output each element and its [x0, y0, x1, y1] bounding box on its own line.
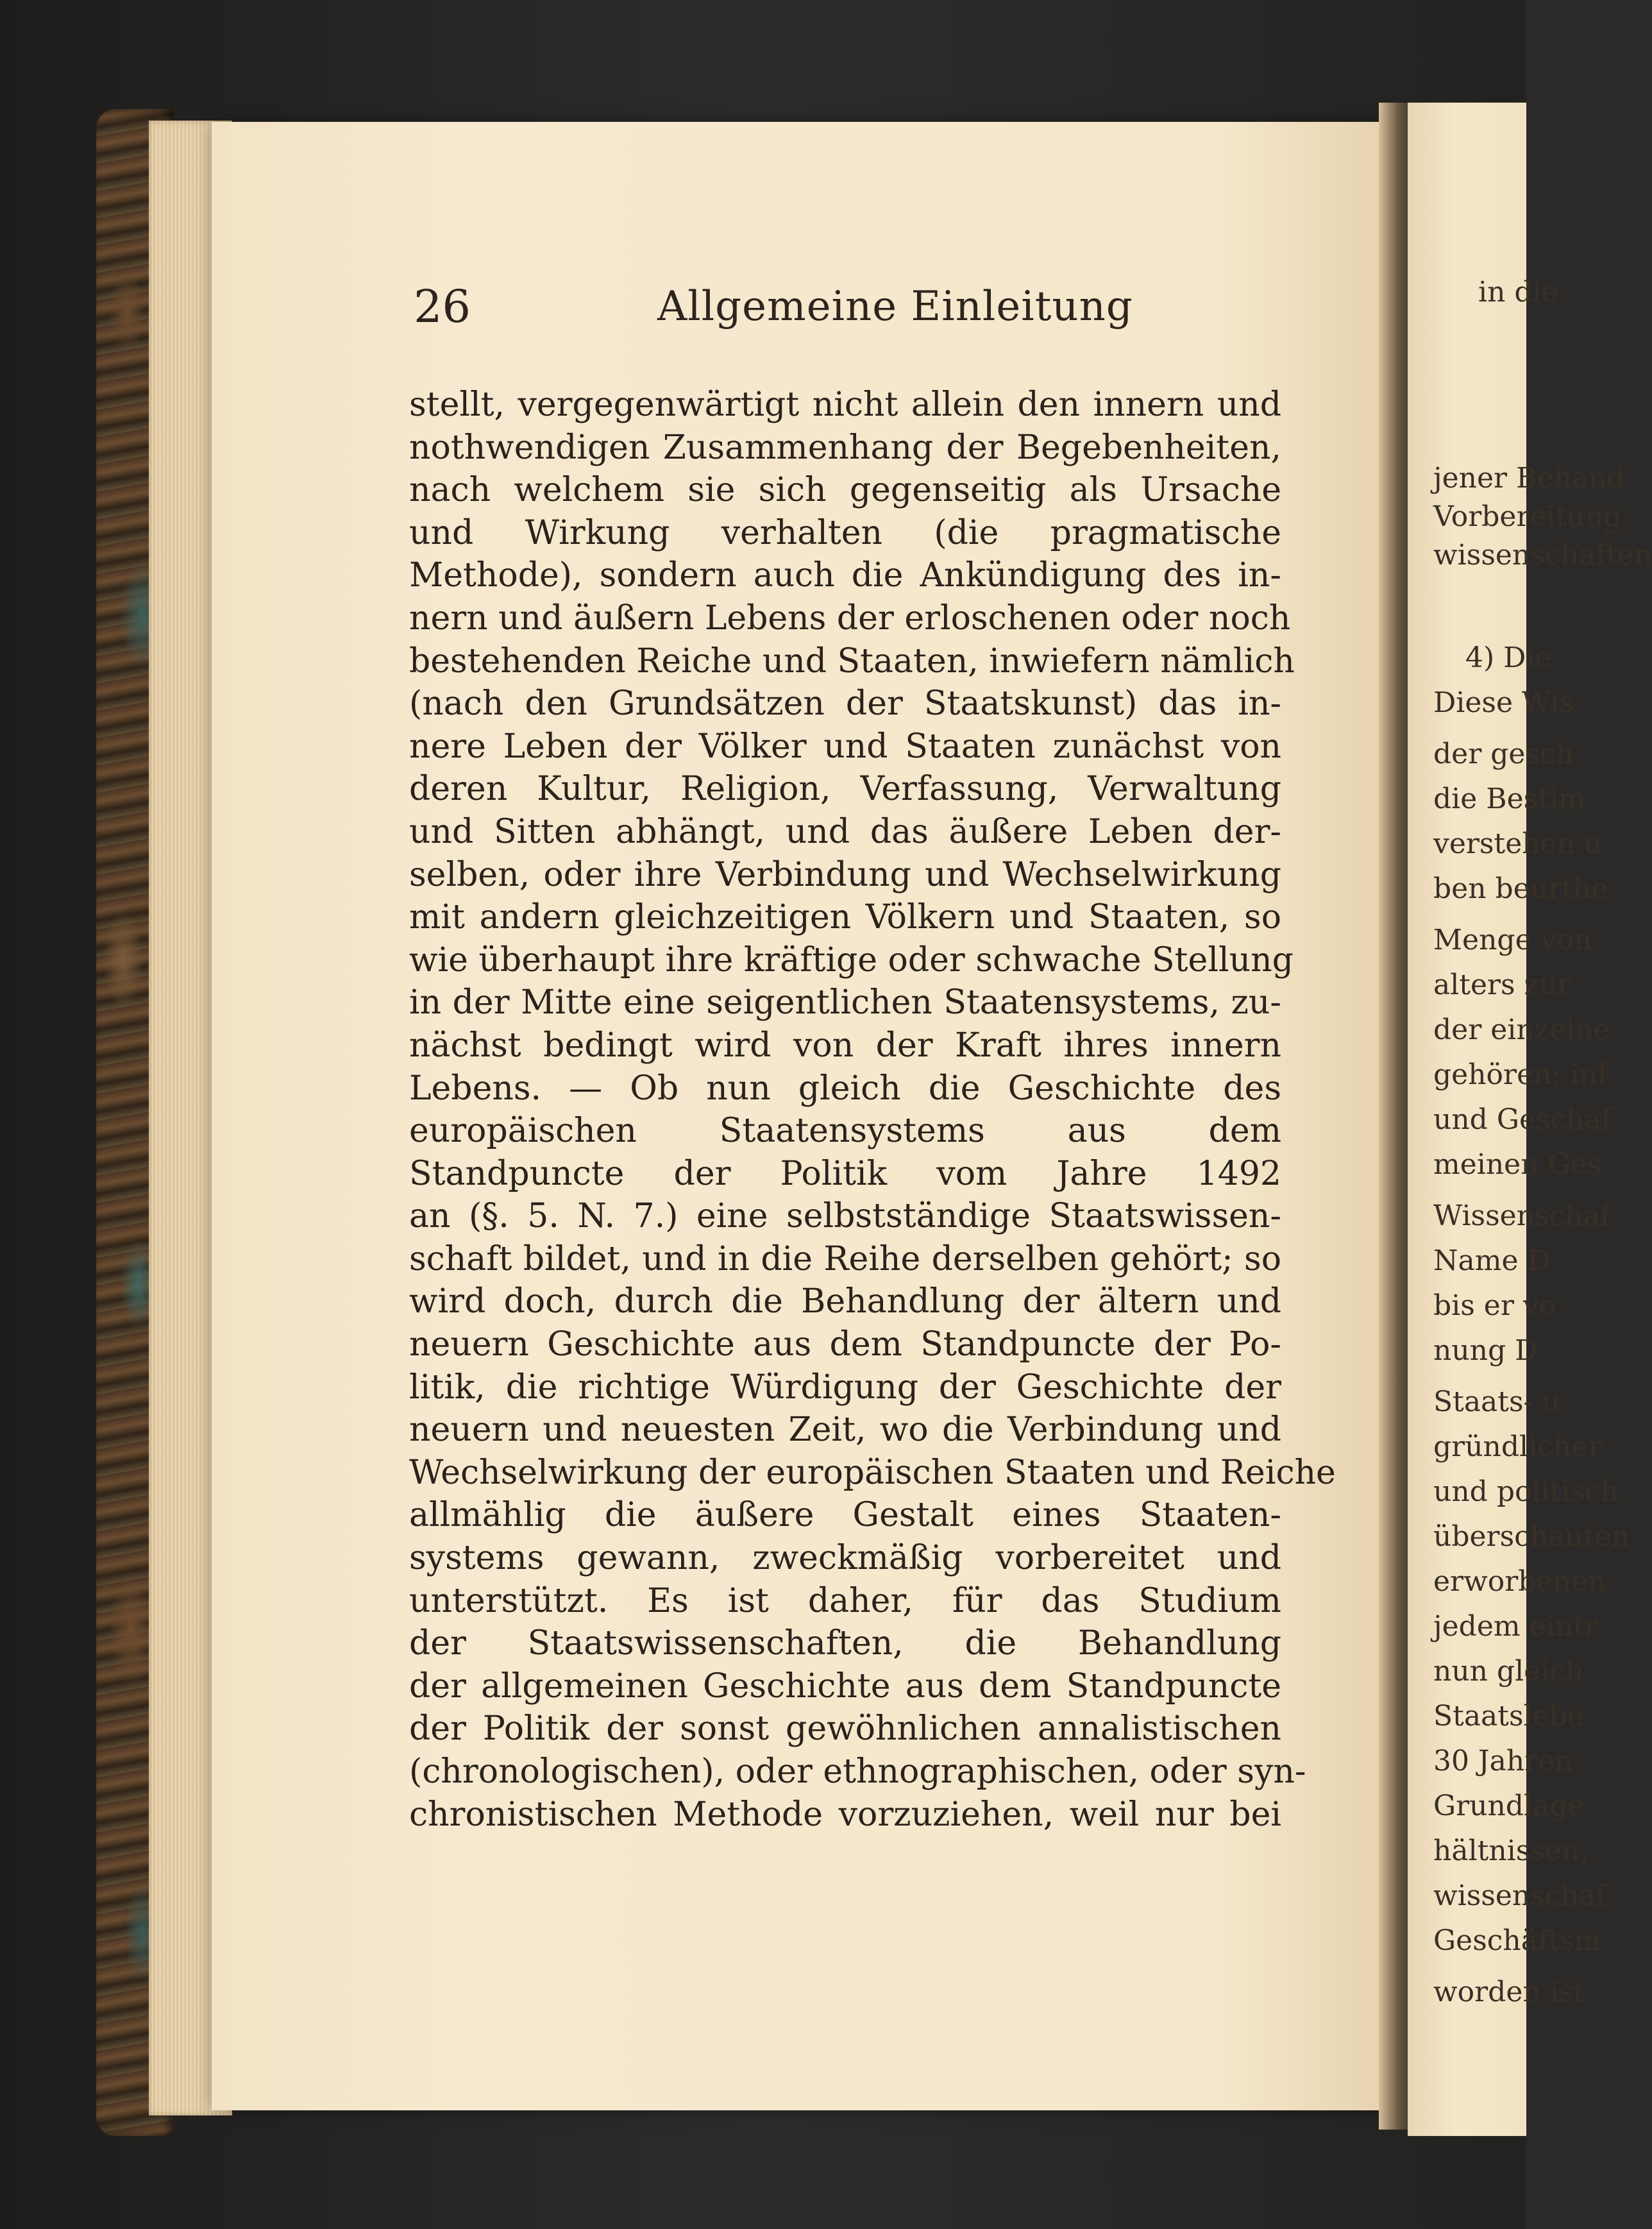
text-line: wie überhaupt ihre kräftige oder schwache Stellung: [409, 940, 1294, 979]
facing-page-fragment: der gesch: [1433, 738, 1574, 770]
text-line: nothwendigen Zusammenhang der Begebenheiten,: [409, 428, 1281, 467]
facing-page-fragment: Staats- u: [1433, 1386, 1560, 1418]
facing-page-fragment: jedem eintr: [1433, 1610, 1598, 1643]
text-line: nere Leben der Völker und Staaten zunächst von: [409, 727, 1281, 766]
facing-page-fragment: Wissenschaf: [1433, 1199, 1611, 1232]
text-line: der allgemeinen Geschichte aus dem Standpuncte: [409, 1666, 1281, 1706]
facing-page-fragment: und politisch: [1433, 1475, 1619, 1508]
text-line: nern und äußern Lebens der erloschenen oder noch: [409, 598, 1291, 638]
text-line: (nach den Grundsätzen der Staatskunst) das in-: [409, 684, 1281, 724]
facing-page-fragment: nung D: [1433, 1334, 1538, 1367]
text-line: Wechselwirkung der europäischen Staaten und Reiche: [409, 1453, 1336, 1492]
text-line: schaft bildet, und in die Reihe derselben gehört; so: [409, 1239, 1281, 1278]
facing-page-fragment: verstehen u: [1433, 827, 1603, 860]
facing-page-fragment: meinen Ges: [1433, 1148, 1602, 1181]
facing-page-fragment: nun gleich: [1433, 1655, 1584, 1688]
text-line: der Politik der sonst gewöhnlichen annalistischen: [409, 1709, 1281, 1749]
facing-page-fragment: gründlicher: [1433, 1430, 1602, 1463]
body-text: [409, 384, 1336, 1836]
facing-page-fragment: wissenschaften: [1433, 539, 1652, 572]
text-line: unterstützt. Es ist daher, für das Studium: [409, 1581, 1281, 1620]
facing-page-fragment: erworbenen: [1433, 1565, 1606, 1598]
text-line: systems gewann, zweckmäßig vorbereitet und: [409, 1539, 1281, 1578]
text-line: und Wirkung verhalten (die pragmatische: [409, 513, 1281, 552]
text-line: mit andern gleichzeitigen Völkern und Staaten, so: [409, 898, 1281, 937]
text-line: nächst bedingt wird von der Kraft ihres innern: [409, 1026, 1281, 1065]
facing-page-fragment: bis er vo: [1433, 1289, 1556, 1322]
facing-page-fragment: und Geschäf: [1433, 1103, 1612, 1136]
text-line: Lebens. — Ob nun gleich die Geschichte des: [409, 1069, 1281, 1108]
facing-page-fragment: ben beurthe: [1433, 872, 1608, 905]
facing-page-fragment: Name D: [1433, 1244, 1550, 1277]
text-line: Methode), sondern auch die Ankündigung des in-: [409, 556, 1281, 595]
facing-page-fragment: hältnissen,: [1433, 1835, 1589, 1867]
text-line: und Sitten abhängt, und das äußere Leben der-: [409, 812, 1281, 851]
text-line: chronistischen Methode vorzuziehen, weil nur bei: [409, 1795, 1281, 1834]
running-head: [414, 280, 1279, 338]
text-line: selben, oder ihre Verbindung und Wechselwirkung: [409, 855, 1281, 894]
running-title: Allgemeine Einleitung: [657, 283, 1133, 330]
page-number: 26: [414, 280, 471, 333]
facing-page-fragment: Geschäftsm: [1433, 1924, 1601, 1957]
facing-page-fragment: der einzelne: [1433, 1013, 1610, 1046]
facing-page-fragment: Grundlage: [1433, 1790, 1585, 1822]
facing-page-fragment: jener Behand: [1433, 462, 1625, 495]
facing-page-fragment: Staatslebe: [1433, 1700, 1584, 1733]
text-line: der Staatswissenschaften, die Behandlung: [409, 1624, 1281, 1663]
text-line: litik, die richtige Würdigung der Geschichte der: [409, 1368, 1281, 1407]
facing-page-fragment: 30 Jahren: [1433, 1745, 1573, 1777]
facing-page-fragment: überschauten: [1433, 1520, 1630, 1553]
text-line: in der Mitte eine seigentlichen Staatensystems, zu-: [409, 983, 1281, 1022]
text-line: deren Kultur, Religion, Verfassung, Verwaltung: [409, 770, 1281, 809]
facing-page-fragment: Diese Wis: [1433, 686, 1574, 719]
text-line: (chronologischen), oder ethnographischen, oder syn-: [409, 1752, 1306, 1791]
text-line: Standpuncte der Politik vom Jahre 1492: [409, 1154, 1281, 1193]
text-line: neuern Geschichte aus dem Standpuncte der Po-: [409, 1325, 1281, 1364]
text-line: allmählig die äußere Gestalt eines Staaten-: [409, 1496, 1281, 1535]
facing-page-fragment: Vorbereitung: [1433, 500, 1622, 533]
facing-page-fragment: 4) Die: [1465, 641, 1552, 674]
facing-page-fragment: wissenschaf: [1433, 1879, 1606, 1912]
text-line: europäischen Staatensystems aus dem: [409, 1112, 1281, 1151]
text-line: stellt, vergegenwärtigt nicht allein den innern und: [409, 386, 1281, 424]
text-line: nach welchem sie sich gegenseitig als Ursache: [409, 471, 1281, 510]
text-line: bestehenden Reiche und Staaten, inwiefern nämlich: [409, 641, 1295, 681]
facing-page-fragment: worden ist: [1433, 1976, 1585, 2008]
facing-page-fragment: die Bestim: [1433, 783, 1585, 815]
facing-page: [1408, 103, 1652, 2136]
facing-page-fragment: Menge von: [1433, 924, 1592, 956]
facing-page-fragment: in die: [1478, 276, 1558, 309]
text-line: neuern und neuesten Zeit, wo die Verbindung und: [409, 1411, 1281, 1450]
text-line: an (§. 5. N. 7.) eine selbstständige Staatswissen-: [409, 1197, 1281, 1236]
facing-page-fragment: alters zur: [1433, 969, 1571, 1001]
facing-page-fragment: gehören; inf: [1433, 1058, 1608, 1091]
text-line: wird doch, durch die Behandlung der ältern und: [409, 1282, 1281, 1321]
